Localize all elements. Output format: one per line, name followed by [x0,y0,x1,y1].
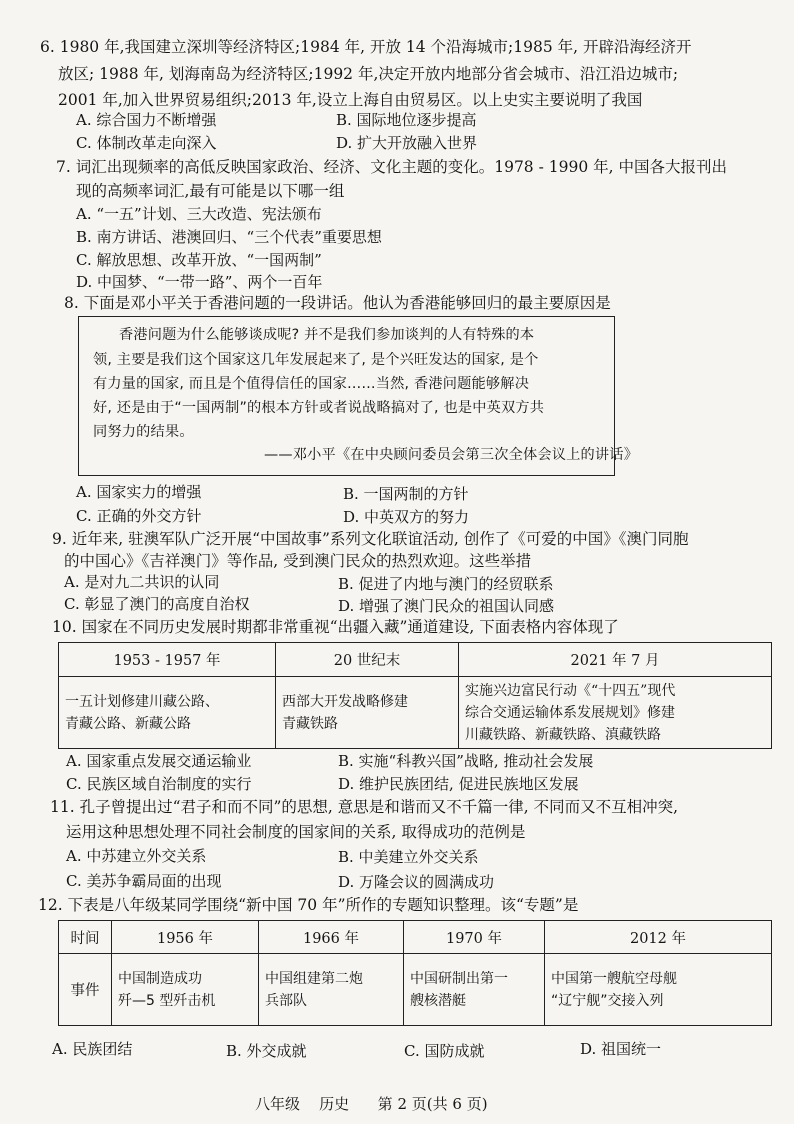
q10-option-d: D. 维护民族团结, 促进民族地区发展 [338,775,579,793]
q11-option-d: D. 万隆会议的圆满成功 [338,873,495,891]
q12-event-3-line-1: 中国研制出第一 [410,970,508,987]
q12-event-4 [545,954,772,1026]
q7-option-a: A. “一五”计划、三大改造、宪法颁布 [76,205,322,223]
q10-cell-1 [59,677,276,749]
q12-row-head-event: 事件 [59,954,112,1026]
q7-option-d: D. 中国梦、“一带一路”、两个一百年 [76,273,323,291]
q12-year-1: 1956 年 [112,921,259,954]
q12-event-2 [259,954,404,1026]
q12-option-b: B. 外交成就 [226,1042,307,1060]
q10-cell-1-line-2: 青藏公路、新藏公路 [65,715,191,732]
q8-option-d: D. 中英双方的努力 [343,508,470,526]
q10-cell-3-line-2: 综合交通运输体系发展规划》修建 [465,704,675,721]
q11-option-a: A. 中苏建立外交关系 [66,847,207,865]
q10-header-3: 2021 年 7 月 [459,643,772,677]
q10-cell-2 [276,677,459,749]
q9-stem-line-1: 9. 近年来, 驻澳军队广泛开展“中国故事”系列文化联谊活动, 创作了《可爱的中国》《澳门同胞 [52,530,689,548]
q8-option-c: C. 正确的外交方针 [76,507,202,525]
q8-quote-line-5: 同努力的结果。 [93,424,194,440]
q10-option-b: B. 实施“科教兴国”战略, 推动社会发展 [338,752,594,770]
q12-stem: 12. 下表是八年级某同学围绕“新中国 70 年”所作的专题知识整理。该“专题”是 [38,896,579,914]
q12-event-1-line-2: 歼—5 型歼击机 [118,992,216,1009]
q6-option-a: A. 综合国力不断增强 [76,111,217,129]
q12-event-4-line-2: “辽宁舰”交接入列 [551,992,664,1009]
q12-event-2-line-2: 兵部队 [265,992,307,1009]
q12-event-1-line-1: 中国制造成功 [118,970,202,987]
q7-option-c: C. 解放思想、改革开放、“一国两制” [76,251,322,269]
q6-option-b: B. 国际地位逐步提高 [336,111,477,129]
q8-stem: 8. 下面是邓小平关于香港问题的一段讲话。他认为香港能够回归的最主要原因是 [64,294,611,312]
q7-option-b: B. 南方讲话、港澳回归、“三个代表”重要思想 [76,228,382,246]
q10-cell-3-line-1: 实施兴边富民行动《“十四五”现代 [465,682,676,699]
q12-event-3-line-2: 艘核潜艇 [410,992,466,1009]
q6-stem-line-2: 放区; 1988 年, 划海南岛为经济特区;1992 年,决定开放内地部分省会城市、沿江沿边城市; [58,65,679,83]
q10-option-a: A. 国家重点发展交通运输业 [66,752,252,770]
q10-stem: 10. 国家在不同历史发展时期都非常重视“出疆入藏”通道建设, 下面表格内容体现了 [52,618,619,636]
q6-option-d: D. 扩大开放融入世界 [336,134,478,152]
q9-stem-line-2: 的中国心》《吉祥澳门》等作品, 受到澳门民众的热烈欢迎。这些举措 [64,552,532,570]
q8-quote-source: ——邓小平《在中央顾问委员会第三次全体会议上的讲话》 [264,447,639,463]
page-footer: 八年级 历史 第 2 页(共 6 页) [255,1095,488,1113]
q10-cell-1-line-1: 一五计划修建川藏公路、 [65,693,219,710]
q12-year-2: 1966 年 [259,921,404,954]
q10-cell-2-line-1: 西部大开发战略修建 [282,693,408,710]
q12-option-d: D. 祖国统一 [580,1040,662,1058]
q6-stem-line-1: 6. 1980 年,我国建立深圳等经济特区;1984 年, 开放 14 个沿海城市;1985 年, 开辟沿海经济开 [40,38,692,56]
q8-quote-line-2: 领, 主要是我们这个国家这几年发展起来了, 是个兴旺发达的国家, 是个 [93,352,539,368]
q8-quote-line-1: 香港问题为什么能够谈成呢? 并不是我们参加谈判的人有特殊的本 [119,327,535,343]
q9-option-d: D. 增强了澳门民众的祖国认同感 [338,597,555,615]
q8-option-a: A. 国家实力的增强 [76,483,202,501]
q10-cell-2-line-2: 青藏铁路 [282,715,338,732]
q8-quote-line-3: 有力量的国家, 而且是个值得信任的国家……当然, 香港问题能够解决 [93,376,530,392]
q10-cell-3 [459,677,772,749]
q12-event-2-line-1: 中国组建第二炮 [265,970,363,987]
q11-option-b: B. 中美建立外交关系 [338,848,479,866]
q10-header-1: 1953 - 1957 年 [59,643,276,677]
q6-stem-line-3: 2001 年,加入世界贸易组织;2013 年,设立上海自由贸易区。以上史实主要说明了我国 [58,91,643,109]
q11-stem-line-2: 运用这种思想处理不同社会制度的国家间的关系, 取得成功的范例是 [66,823,526,841]
q11-option-c: C. 美苏争霸局面的出现 [66,872,222,890]
q12-table [58,920,772,1026]
q6-option-c: C. 体制改革走向深入 [76,134,217,152]
q12-row-head-time: 时间 [59,921,112,954]
q12-year-4: 2012 年 [545,921,772,954]
q8-option-b: B. 一国两制的方针 [343,485,469,503]
q9-option-b: B. 促进了内地与澳门的经贸联系 [338,575,554,593]
q12-option-a: A. 民族团结 [52,1040,133,1058]
q9-option-c: C. 彰显了澳门的高度自治权 [64,595,250,613]
q7-stem-line-2: 现的高频率词汇,最有可能是以下哪一组 [76,182,345,200]
q11-stem-line-1: 11. 孔子曾提出过“君子和而不同”的思想, 意思是和谐而又不千篇一律, 不同而又不互相冲突, [50,798,679,816]
q10-cell-3-line-3: 川藏铁路、新藏铁路、滇藏铁路 [465,726,661,743]
q12-option-c: C. 国防成就 [404,1042,485,1060]
q12-event-1 [112,954,259,1026]
q10-option-c: C. 民族区域自治制度的实行 [66,775,252,793]
q8-quote-box [78,316,639,476]
q8-quote-line-4: 好, 还是由于“一国两制”的根本方针或者说战略搞对了, 也是中英双方共 [93,400,545,416]
q7-stem-line-1: 7. 词汇出现频率的高低反映国家政治、经济、文化主题的变化。1978 - 1990 年, 中国各大报刊出 [56,158,727,176]
q12-event-4-line-1: 中国第一艘航空母舰 [551,970,677,987]
q12-year-3: 1970 年 [404,921,545,954]
q10-header-2: 20 世纪末 [276,643,459,677]
q12-event-3 [404,954,545,1026]
q9-option-a: A. 是对九二共识的认同 [64,573,220,591]
q10-table [58,642,772,749]
